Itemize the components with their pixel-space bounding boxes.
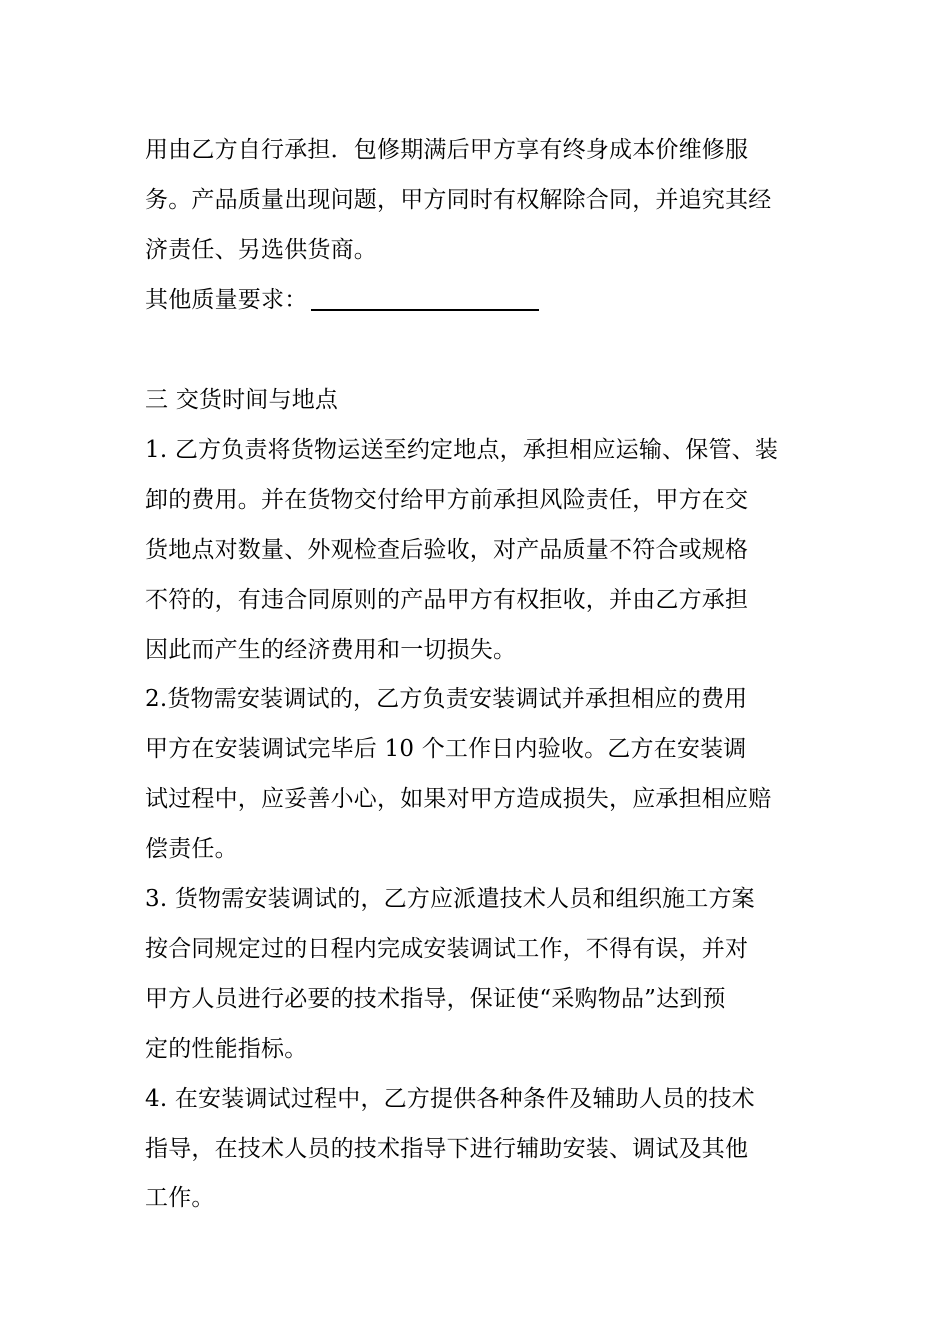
clause-1-line: 不符的，有违合同原则的产品甲方有权拒收，并由乙方承担: [145, 587, 749, 613]
other-quality-row: [145, 285, 810, 315]
clause-4-line: 指导，在技术人员的技术指导下进行辅助安装、调试及其他: [145, 1136, 749, 1162]
clause-3-line: 甲方人员进行必要的技术指导，保证使“采购物品”达到预: [145, 986, 726, 1012]
clause-1-line: 1. 乙方负责将货物运送至约定地点，承担相应运输、保管、装: [145, 437, 779, 463]
clause-2-line: 偿责任。: [145, 836, 238, 862]
clause-1-line: 卸的费用。并在货物交付给甲方前承担风险责任，甲方在交: [145, 487, 749, 513]
clause-3-line: 3. 货物需安装调试的，乙方应派遣技术人员和组织施工方案: [145, 886, 755, 912]
clause-3-line: 定的性能指标。: [145, 1036, 308, 1062]
paragraph-line: 务。产品质量出现问题，甲方同时有权解除合同，并追究其经: [145, 187, 772, 213]
fill-in-blank[interactable]: [311, 289, 539, 311]
clause-4-line: 4. 在安装调试过程中，乙方提供各种条件及辅助人员的技术: [145, 1086, 755, 1112]
clause-2-line: 甲方在安装调试完毕后 10 个工作日内验收。乙方在安装调: [145, 736, 747, 762]
clause-1-line: 货地点对数量、外观检查后验收，对产品质量不符合或规格: [145, 537, 749, 563]
clause-3-line: 按合同规定过的日程内完成安装调试工作，不得有误，并对: [145, 936, 749, 962]
clause-2-line: 试过程中，应妥善小心，如果对甲方造成损失，应承担相应赔: [145, 786, 772, 812]
other-quality-label: 其他质量要求：: [145, 287, 308, 313]
paragraph-line: 济责任、另选供货商。: [145, 237, 377, 263]
paragraph-line: 用由乙方自行承担．包修期满后甲方享有终身成本价维修服: [145, 137, 749, 163]
clause-4-line: 工作。: [145, 1185, 215, 1211]
clause-2-line: 2.货物需安装调试的，乙方负责安装调试并承担相应的费用: [145, 686, 748, 712]
section-heading: 三 交货时间与地点: [145, 387, 339, 413]
clause-1-line: 因此而产生的经济费用和一切损失。: [145, 637, 517, 663]
